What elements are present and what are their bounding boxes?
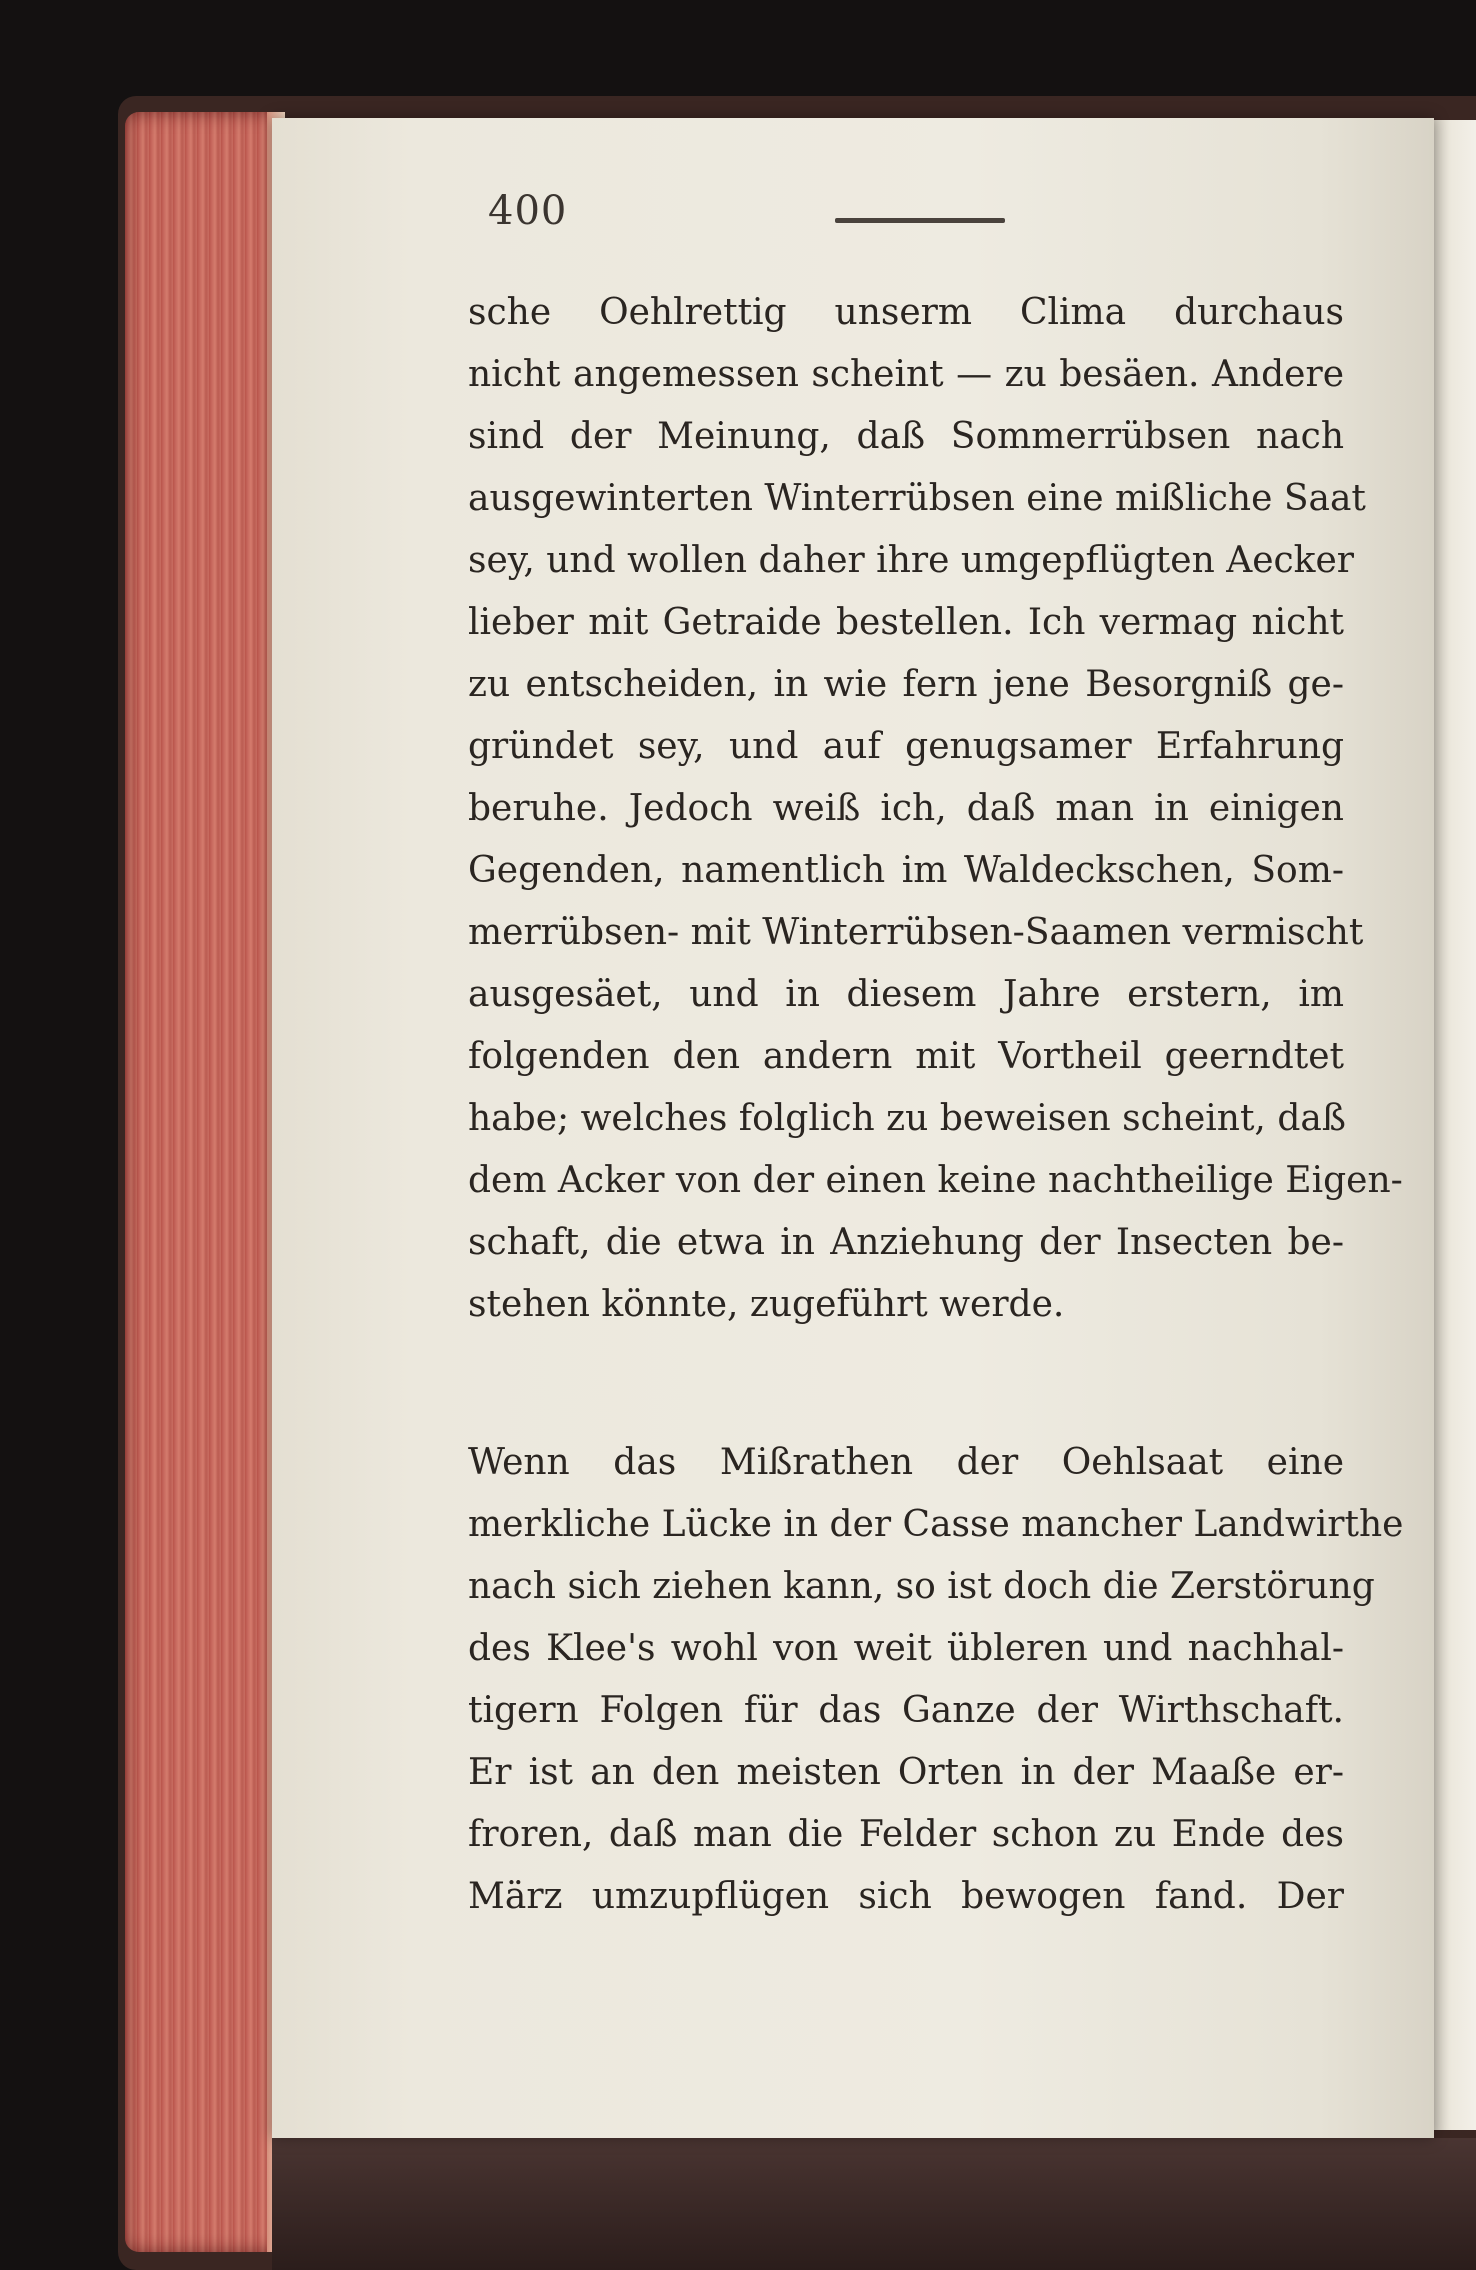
text-line: froren, daß man die Felder schon zu Ende des <box>468 1814 1344 1855</box>
text-line: lieber mit Getraide bestellen. Ich vermag nicht <box>468 602 1344 643</box>
text-line: März umzupflügen sich bewogen fand. Der <box>468 1876 1344 1917</box>
page-edges <box>125 112 285 2252</box>
text-line: sey, und wollen daher ihre umgepflügten Aecker <box>468 540 1354 581</box>
body-text <box>468 282 1404 1928</box>
text-line: merrübsen- mit Winterrübsen-Saamen vermischt <box>468 912 1364 953</box>
facing-page-edge <box>1428 120 1476 2130</box>
text-line: habe; welches folglich zu beweisen scheint, daß <box>468 1098 1346 1139</box>
text-line: ausgesäet, und in diesem Jahre erstern, im <box>468 974 1344 1015</box>
text-line: des Klee's wohl von weit übleren und nachhal- <box>468 1628 1344 1669</box>
text-line: Wenn das Mißrathen der Oehlsaat eine <box>468 1442 1344 1483</box>
text-line: merkliche Lücke in der Casse mancher Landwirthe <box>468 1504 1404 1545</box>
text-line: ausgewinterten Winterrübsen eine mißliche Saat <box>468 478 1366 519</box>
text-line: tigern Folgen für das Ganze der Wirthschaft. <box>468 1690 1344 1731</box>
text-line: nach sich ziehen kann, so ist doch die Zerstörung <box>468 1566 1375 1607</box>
text-line: Gegenden, namentlich im Waldeckschen, Som- <box>468 850 1344 891</box>
text-line: sind der Meinung, daß Sommerrübsen nach <box>468 416 1344 457</box>
paragraph-2 <box>468 1432 1404 1928</box>
header-rule <box>835 218 1005 223</box>
text-line: nicht angemessen scheint — zu besäen. Andere <box>468 354 1344 395</box>
text-line: Er ist an den meisten Orten in der Maaße er- <box>468 1752 1344 1793</box>
text-line: dem Acker von der einen keine nachtheilige Eigen- <box>468 1160 1403 1201</box>
text-line: gründet sey, und auf genugsamer Erfahrung <box>468 726 1344 767</box>
paragraph-1 <box>468 282 1403 1336</box>
text-line: zu entscheiden, in wie fern jene Besorgniß ge- <box>468 664 1344 705</box>
text-line: schaft, die etwa in Anziehung der Insecten be- <box>468 1222 1344 1263</box>
paragraph-gap <box>468 1336 1344 1432</box>
text-line: beruhe. Jedoch weiß ich, daß man in einigen <box>468 788 1344 829</box>
book-binding-bottom <box>272 2138 1476 2270</box>
text-line: stehen könnte, zugeführt werde. <box>468 1284 1065 1325</box>
text-line: folgenden den andern mit Vortheil geerndtet <box>468 1036 1344 1077</box>
page-number: 400 <box>488 188 568 234</box>
text-line: sche Oehlrettig unserm Clima durchaus <box>468 292 1344 333</box>
